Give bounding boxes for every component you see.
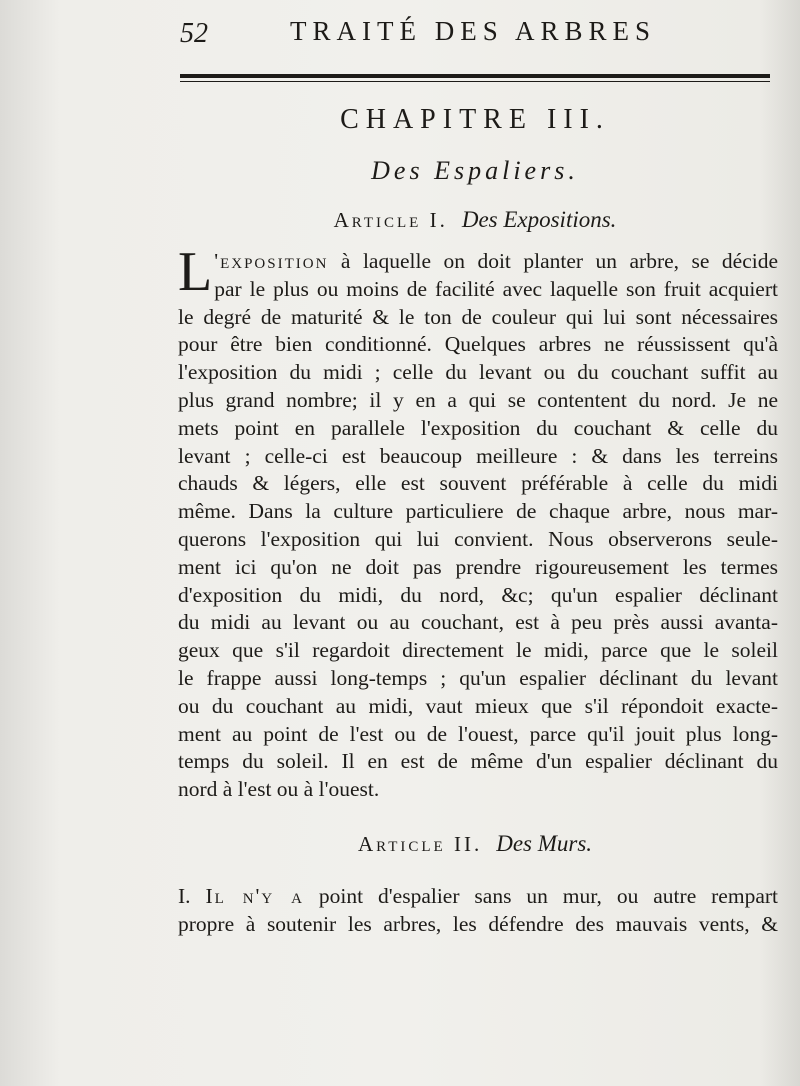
paragraph-line: geux que s'il regardoit directement le midi, parce que le soleil [178,638,778,663]
header-rule-thin [180,81,770,82]
paragraph-line: ment au point de l'est ou de l'ouest, parce qu'il jouit plus long- [178,721,778,746]
article-1-label: Article I. [333,208,448,232]
running-head [160,14,780,54]
paragraph-line: du midi au levant ou au couchant, est à peu près aussi avanta- [178,610,778,635]
paragraph-line: querons l'exposition qui lui convient. Nous observerons seule- [178,526,778,551]
article-1-title: Des Expositions. [461,207,617,232]
page-number: 52 [180,18,208,49]
paragraph-murs [178,883,778,939]
paragraph-line: pour être bien conditionné. Quelques arbres ne réussissent qu'à [178,332,778,357]
paragraph-line: l'exposition du midi ; celle du levant ou du couchant suffit au [178,360,778,385]
paragraph-line: mets point en parallele l'exposition du couchant & celle du [178,415,778,440]
paragraph-line: même. Dans la culture particuliere de chaque arbre, nous mar- [178,499,778,524]
running-title: TRAITÉ DES ARBRES [290,16,657,46]
paragraph-expositions [178,241,778,804]
article-1-heading [180,206,770,234]
paragraph-line: 'exposition à laquelle on doit planter un arbre, se décide [214,249,778,273]
section-title: Des Espaliers. [371,156,579,185]
paragraph-line: levant ; celle-ci est beaucoup meilleure : & dans les terreins [178,443,778,468]
paragraph-line: ment ici qu'on ne doit pas prendre rigoureusement les termes [178,554,778,579]
article-2-label: Article II. [357,832,483,856]
drop-cap: L [178,241,213,303]
paragraph-line: chauds & légers, elle est souvent préférable à celle du midi [178,471,778,496]
header-rule [180,74,770,78]
paragraph-line: par le plus ou moins de facilité avec laquelle son fruit acquiert [214,276,778,301]
paragraph-line: plus grand nombre; il y en a qui se contentent du nord. Je ne [178,387,778,412]
paragraph-line: nord à l'est ou à l'ouest. [178,777,380,802]
paragraph-line: le degré de maturité & le ton de couleur qui lui sont nécessaires [178,304,778,329]
article-2-title: Des Murs. [496,831,593,856]
paragraph-line: temps du soleil. Il en est de même d'un espalier déclinant du [178,749,778,774]
article-2-heading [180,830,770,858]
paragraph-line: ou du couchant au midi, vaut mieux que s'il répondoit exacte- [178,693,778,718]
paragraph-line: I. Il n'y a point d'espalier sans un mur, ou autre rempart [178,884,778,908]
chapter-title: CHAPITRE III. [340,104,610,135]
paragraph-line: le frappe aussi long-temps ; qu'un espalier déclinant du levant [178,665,778,690]
paragraph-line: d'exposition du midi, du nord, &c; qu'un espalier déclinant [178,582,778,607]
paragraph-line: propre à soutenir les arbres, les défendre des mauvais vents, & [178,911,778,936]
